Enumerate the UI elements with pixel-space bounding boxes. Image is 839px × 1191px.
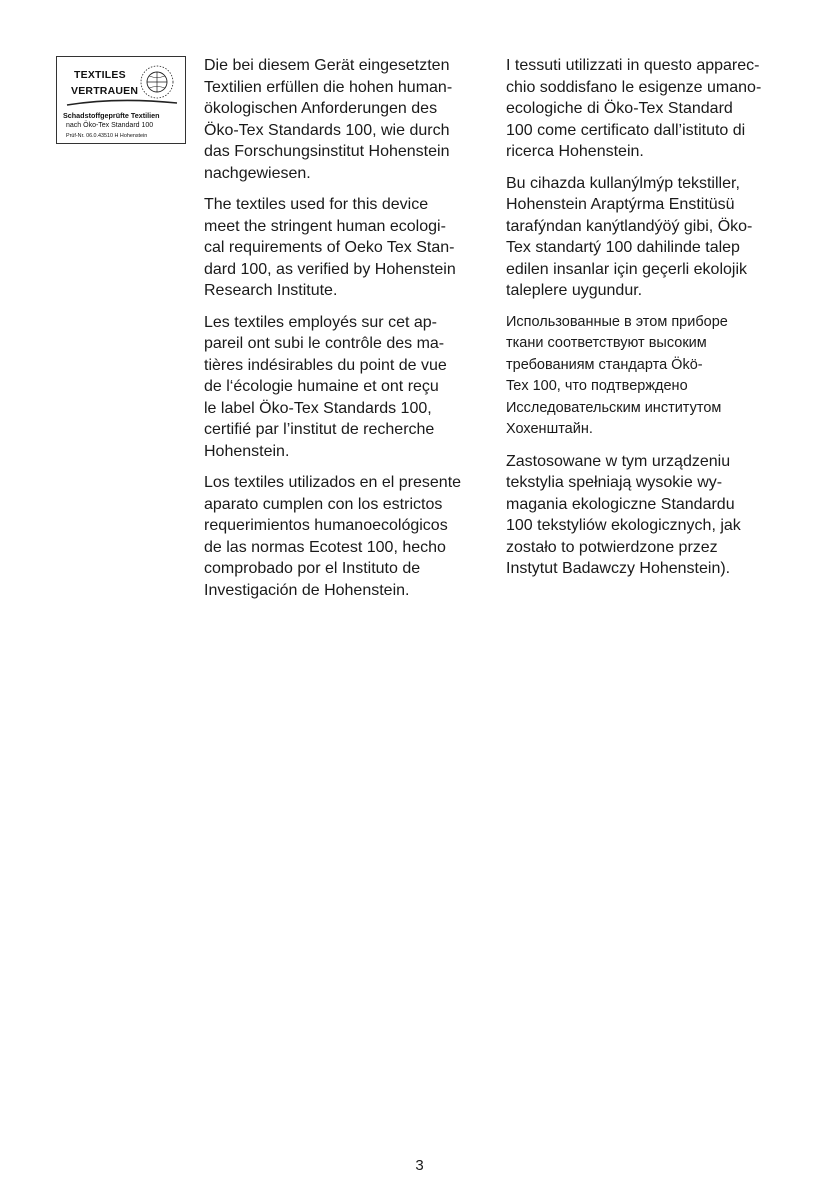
text-line: de las normas Ecotest 100, hecho: [204, 538, 446, 556]
text-line: ökologischen Anforderungen des: [204, 100, 438, 117]
paragraph-turkish: [506, 173, 788, 302]
text-line: certifié par l’institut de recherche: [204, 421, 435, 438]
logo-text-test-number: Prüf-Nr. 06.0.43510 H Hohenstein: [66, 133, 148, 139]
text-line: taleplere uygundur.: [506, 282, 643, 299]
text-line: meet the stringent human ecologi-: [204, 217, 446, 235]
text-line: aparato cumplen con los estrictos: [204, 495, 443, 513]
text-line: Die bei diesem Gerät eingesetzten: [204, 57, 450, 74]
paragraph-french: [204, 312, 486, 463]
text-line: tarafýndan kanýtlandýöý gibi, Öko-: [506, 217, 753, 235]
text-line: ecologiche di Öko-Tex Standard: [506, 100, 733, 117]
text-line: Использованные в этом приборе: [506, 313, 728, 330]
text-line: edilen insanlar için geçerli ekolojik: [506, 260, 748, 278]
text-line: chio soddisfano le esigenze umano-: [506, 78, 762, 96]
logo-text-textiles: TEXTILES: [74, 69, 126, 81]
text-line: Hohenstein Araptýrma Enstitüsü: [506, 196, 735, 213]
text-line: de l‘écologie humaine et ont reçu: [204, 378, 439, 395]
text-line: The textiles used for this device: [204, 196, 429, 213]
text-line: Хохенштайн.: [506, 421, 593, 437]
text-line: Investigación de Hohenstein.: [204, 581, 410, 599]
text-line: Hohenstein.: [204, 442, 290, 460]
text-line: ткани соответствуют высоким: [506, 335, 707, 351]
left-column: [204, 55, 486, 611]
text-line: Research Institute.: [204, 282, 338, 299]
text-line: I tessuti utilizzati in questo apparec-: [506, 57, 760, 74]
text-line: 100 come certificato dall’istituto di: [506, 121, 746, 139]
text-line: requerimientos humanoecológicos: [204, 517, 448, 534]
page-number: 3: [415, 1157, 424, 1174]
text-line: Instytut Badawczy Hohenstein).: [506, 560, 731, 577]
logo-text-subtitle: Schadstoffgeprüfte Textilien: [63, 111, 160, 120]
text-line: Los textiles utilizados en el presente: [204, 474, 462, 491]
text-line: требованиям стандарта Ökö-: [506, 356, 703, 373]
paragraph-spanish: [204, 472, 486, 601]
text-line: pareil ont subi le contrôle des ma-: [204, 335, 445, 352]
text-line: Textilien erfüllen die hohen human-: [204, 78, 453, 96]
paragraph-english: [204, 194, 486, 302]
logo-text-vertrauen: VERTRAUEN: [71, 85, 139, 97]
paragraph-polish: [506, 451, 788, 580]
paragraph-german: [204, 55, 486, 184]
text-line: das Forschungsinstitut Hohenstein: [204, 143, 450, 160]
oeko-tex-logo: [56, 56, 186, 144]
text-line: Öko-Tex Standards 100, wie durch: [204, 121, 450, 139]
text-line: dard 100, as verified by Hohenstein: [204, 260, 456, 278]
text-line: Tex 100, что подтверждено: [506, 378, 688, 394]
text-line: magania ekologiczne Standardu: [506, 495, 735, 513]
text-line: Tex standartý 100 dahilinde talep: [506, 239, 740, 256]
text-line: nachgewiesen.: [204, 164, 311, 182]
text-line: le label Öko-Tex Standards 100,: [204, 399, 432, 417]
text-line: ricerca Hohenstein.: [506, 143, 644, 160]
paragraph-russian: [506, 312, 788, 441]
paragraph-italian: [506, 55, 788, 163]
text-line: tières indésirables du point de vue: [204, 356, 447, 374]
text-line: 100 tekstyliów ekologicznych, jak: [506, 517, 741, 534]
text-line: Исследовательским институтом: [506, 399, 722, 416]
text-line: cal requirements of Oeko Tex Stan-: [204, 239, 455, 256]
text-line: zostało to potwierdzone przez: [506, 538, 718, 556]
text-line: Les textiles employés sur cet ap-: [204, 313, 437, 331]
text-line: tekstylia spełniają wysokie wy-: [506, 474, 723, 491]
right-column: [506, 55, 788, 590]
logo-text-standard: nach Öko-Tex Standard 100: [66, 122, 154, 129]
text-line: Bu cihazda kullanýlmýp tekstiller,: [506, 174, 740, 192]
text-line: comprobado por el Instituto de: [204, 560, 421, 577]
text-line: Zastosowane w tym urządzeniu: [506, 452, 731, 470]
